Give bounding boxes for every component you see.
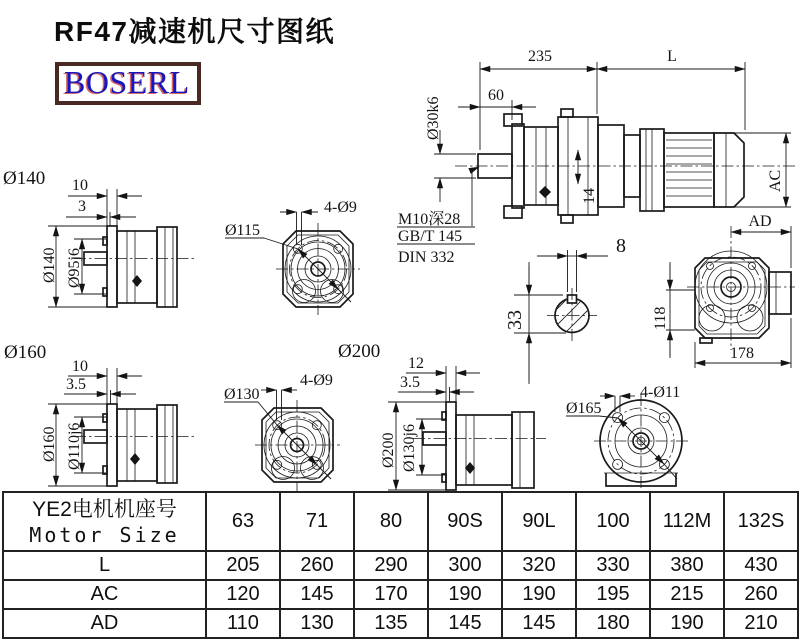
- cell: 135: [354, 609, 428, 638]
- dim-AD-label: AD: [748, 213, 772, 230]
- cell: 190: [428, 580, 502, 609]
- cell: 320: [502, 551, 576, 580]
- cell: 170: [354, 580, 428, 609]
- shaft-key-section: [504, 235, 626, 384]
- cell: 145: [280, 580, 354, 609]
- cell: 210: [724, 609, 798, 638]
- dim-bc115-label: Ø115: [225, 222, 260, 239]
- flange140-side-view: [3, 168, 196, 307]
- column-header-80: 80: [354, 492, 428, 551]
- table-header-cn: YE2电机机座号: [32, 498, 177, 522]
- row-label-AC: AC: [3, 580, 206, 609]
- dim-holes9-label: 4-Ø9: [300, 372, 333, 389]
- dim-holes11-label: 4-Ø11: [640, 384, 681, 401]
- note-gb-standard: GB/T 145: [398, 228, 463, 245]
- column-header-112m: 112M: [650, 492, 724, 551]
- flange200-side-view: [338, 341, 546, 490]
- motor-size-table: [2, 491, 799, 639]
- cell: 330: [576, 551, 650, 580]
- dim-key33-label: 33: [504, 310, 526, 330]
- main-dimensions: [397, 48, 791, 266]
- brand-logo-text: BOSERL: [64, 64, 190, 100]
- dim-3-label: 3: [78, 198, 86, 215]
- column-header-132s: 132S: [724, 492, 798, 551]
- dim-spigot110-label: Ø110j6: [66, 422, 83, 470]
- dim-14-label: 14: [581, 188, 598, 204]
- dim-3p5-label: 3.5: [66, 376, 86, 393]
- dim-L-label: L: [667, 48, 677, 65]
- main-side-view: [455, 109, 795, 223]
- cell: 145: [502, 609, 576, 638]
- cell: 195: [576, 580, 650, 609]
- cell: 180: [576, 609, 650, 638]
- dim-10-label: 10: [72, 177, 88, 194]
- cell: 145: [428, 609, 502, 638]
- column-header-90l: 90L: [502, 492, 576, 551]
- dim-AC-label: AC: [767, 169, 784, 192]
- dim-od160-label: Ø160: [41, 426, 58, 462]
- section-label-140: Ø140: [3, 168, 46, 189]
- dim-178-label: 178: [730, 345, 754, 362]
- cell: 110: [206, 609, 280, 638]
- rear-view: [652, 213, 795, 368]
- dim-od140-label: Ø140: [41, 247, 58, 283]
- section-label-160: Ø160: [4, 342, 47, 363]
- table-header-cell: [3, 492, 206, 551]
- table-header-row: [3, 492, 798, 551]
- cell: 130: [280, 609, 354, 638]
- row-label-AD: AD: [3, 609, 206, 638]
- table-row: [3, 580, 798, 609]
- note-tapped-hole: M10深28: [398, 211, 461, 228]
- dim-10-label: 10: [72, 358, 88, 375]
- cell: 190: [650, 609, 724, 638]
- cell: 380: [650, 551, 724, 580]
- column-header-100: 100: [576, 492, 650, 551]
- dim-od200-label: Ø200: [380, 432, 397, 468]
- column-header-90s: 90S: [428, 492, 502, 551]
- cell: 120: [206, 580, 280, 609]
- cell: 190: [502, 580, 576, 609]
- dim-shaft-dia-label: Ø30k6: [425, 96, 442, 140]
- cell: 260: [724, 580, 798, 609]
- dim-12-label: 12: [408, 355, 424, 372]
- dim-bc165-label: Ø165: [566, 400, 602, 417]
- row-label-L: L: [3, 551, 206, 580]
- cell: 260: [280, 551, 354, 580]
- flange130-front-view: [224, 372, 340, 492]
- dim-key8-label: 8: [616, 235, 626, 257]
- column-header-71: 71: [280, 492, 354, 551]
- column-header-63: 63: [206, 492, 280, 551]
- cell: 290: [354, 551, 428, 580]
- dim-118-label: 118: [652, 306, 669, 330]
- table-header-en: Motor Size: [29, 522, 180, 547]
- dim-235-label: 235: [528, 48, 552, 65]
- dim-spigot95-label: Ø95j6: [66, 248, 83, 288]
- dim-3p5-label: 3.5: [400, 374, 420, 391]
- flange160-side-view: [4, 342, 196, 486]
- section-label-200: Ø200: [338, 341, 381, 362]
- dim-spigot130-label: Ø130j6: [401, 424, 418, 472]
- page-title: RF47减速机尺寸图纸: [54, 16, 335, 47]
- note-din-standard: DIN 332: [398, 249, 455, 266]
- cell: 205: [206, 551, 280, 580]
- table-row: [3, 551, 798, 580]
- cell: 215: [650, 580, 724, 609]
- dim-bc130-label: Ø130: [224, 386, 260, 403]
- flange115-front-view: [225, 199, 360, 315]
- dim-60-label: 60: [488, 87, 504, 104]
- flange165-front-view: [566, 384, 688, 491]
- dim-holes9-label: 4-Ø9: [324, 199, 357, 216]
- table-row: [3, 609, 798, 638]
- cell: 430: [724, 551, 798, 580]
- cell: 300: [428, 551, 502, 580]
